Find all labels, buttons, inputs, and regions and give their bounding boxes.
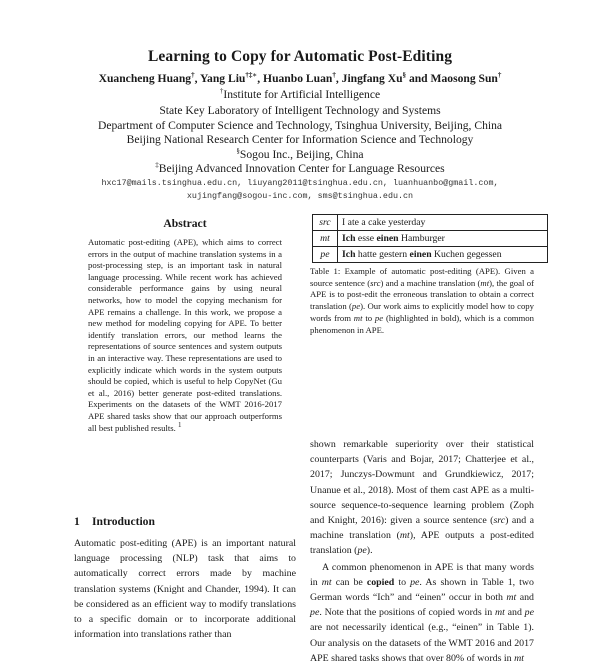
- row-text-plain: hatte gestern: [355, 249, 410, 260]
- math-term: mt: [399, 530, 410, 542]
- author-separator: ,: [194, 72, 198, 85]
- row-text-plain: esse: [355, 233, 377, 244]
- affiliation: [0, 104, 600, 117]
- caption-text: ) and a machine translation (: [380, 277, 481, 288]
- row-text: [338, 247, 548, 263]
- affiliation-text: Institute for Artificial Intelligence: [223, 88, 381, 101]
- paragraph-text: ).: [366, 545, 373, 557]
- author-name: Xuancheng Huang: [98, 72, 192, 85]
- section-heading: [74, 515, 155, 528]
- row-text-plain: I ate a cake yesterday: [342, 217, 426, 228]
- affiliation-text: Department of Computer Science and Technology, Tsinghua University, Beijing, China: [97, 119, 503, 132]
- paragraph-text: ), APE outputs a post-edited translation (: [310, 530, 534, 557]
- paragraph-text: ) and a machine translation (: [310, 515, 534, 542]
- abstract-body: [88, 237, 282, 434]
- affiliation-text: Beijing National Research Center for Information Science and Technology: [126, 133, 474, 146]
- affiliation: [0, 88, 600, 101]
- emphasized-word: copied: [366, 576, 395, 588]
- paragraph-text: . Note that the positions of copied words in: [319, 607, 495, 619]
- author-name: Huanbo Luan: [263, 72, 333, 85]
- paragraph-text: are not necessarily identical (e.g., “einen” in Table 1). Our analysis on the datasets of the WMT 2016 and 2017 APE shared tasks shows that over 80% of words in: [310, 622, 534, 664]
- math-term: mt: [480, 277, 490, 288]
- math-term: mt: [506, 592, 517, 604]
- table-caption: [310, 266, 534, 336]
- author-mark: †: [497, 71, 502, 80]
- paragraph-text: shown remarkable superiority over their statistical counterparts (Varis and Bojar, 2017; Chatterjee et al., 2017; Junczys-Dowmunt and Grundkiewicz, 2017; Unanue et al., 2018). Most of them cast APE as a multi-source sequence-to-sequence learning problem (Zoph and Knight, 2016): given a source sentence (: [310, 439, 534, 527]
- paragraph-text: and: [516, 592, 534, 604]
- introduction-body: Automatic post-editing (APE) is an important natural language processing (NLP) task that aims to automatically correct errors made by machine translation systems (Knight and Chander, 1994). It can be considered as an efficient way to modify translations to a specific domain or to incorporate additional information into translations rather than: [74, 538, 296, 641]
- paper-title: Learning to Copy for Automatic Post-Editing: [147, 48, 453, 65]
- caption-text: ), the goal of APE is to post-edit the erroneous translation to obtain a correct translation (: [310, 277, 534, 312]
- math-term: pe: [357, 545, 367, 557]
- caption-text: ). Our work aims to explicitly model how to copy words from: [310, 301, 534, 323]
- math-term: mt: [321, 576, 332, 588]
- copied-word: einen: [409, 249, 432, 260]
- copied-word: Ich: [342, 233, 356, 244]
- row-text-plain: Hamburger: [398, 233, 445, 244]
- affiliation: [0, 119, 600, 132]
- paragraph-text: can be: [331, 576, 367, 588]
- affiliation-mark: §: [236, 147, 240, 156]
- paragraph: [310, 560, 534, 666]
- math-term: src: [493, 515, 506, 527]
- author-name: Maosong Sun: [430, 72, 498, 85]
- caption-text: (highlighted in bold), which is a common phenomenon in APE.: [310, 312, 534, 335]
- math-term: pe: [374, 312, 384, 323]
- author-mark: §: [402, 71, 407, 80]
- affiliation: [0, 162, 600, 175]
- row-text-plain: Kuchen gegessen: [431, 249, 502, 260]
- row-label: pe: [313, 247, 338, 263]
- author-mark: †: [191, 71, 195, 80]
- row-text: [338, 215, 548, 231]
- section-number: 1: [74, 515, 80, 528]
- affiliation-text: Sogou Inc., Beijing, China: [239, 148, 364, 161]
- affiliation-mark: †: [219, 87, 224, 96]
- table-row: [313, 215, 548, 231]
- affiliation-text: Beijing Advanced Innovation Center for Language Resources: [158, 162, 445, 175]
- affiliation: [0, 148, 600, 161]
- email-list-line: xujingfang@sogou-inc.com, sms@tsinghua.edu.cn: [186, 191, 414, 201]
- table-row: [313, 247, 548, 263]
- caption-text: to: [362, 312, 375, 323]
- math-term: pe: [351, 301, 361, 312]
- author-separator: ,: [335, 72, 339, 85]
- math-term: mt: [353, 312, 363, 323]
- right-column-body: [310, 437, 534, 666]
- author-name: Yang Liu: [199, 72, 246, 85]
- row-label: mt: [313, 231, 338, 247]
- abstract-heading: Abstract: [163, 217, 207, 230]
- author-name: Jingfang Xu: [341, 72, 403, 85]
- copied-word: einen: [376, 233, 399, 244]
- paragraph: [310, 437, 534, 559]
- author-list: [0, 72, 600, 85]
- author-and: and: [408, 72, 428, 85]
- affiliation: [0, 133, 600, 146]
- math-term: src: [370, 277, 381, 288]
- paragraph-text: and: [504, 607, 525, 619]
- example-table: [312, 214, 548, 263]
- author-separator: ,: [257, 72, 261, 85]
- author-mark: †: [332, 71, 336, 80]
- paragraph-text: A common phenomenon in APE is that many words in: [310, 561, 534, 588]
- affiliation-text: State Key Laboratory of Intelligent Technology and Systems: [159, 104, 441, 117]
- math-term: pe: [410, 576, 420, 588]
- math-term: pe: [524, 607, 534, 619]
- math-term: mt: [514, 652, 524, 664]
- author-mark: †‡∗: [245, 71, 258, 80]
- copied-word: Ich: [342, 249, 356, 260]
- paragraph-text: . As shown in Table 1, two German words “Ich” and “einen” occur in both: [310, 576, 534, 604]
- paragraph-text: to: [394, 576, 411, 588]
- row-label: src: [313, 215, 338, 231]
- row-text: [338, 231, 548, 247]
- footnote-mark: 1: [178, 420, 182, 429]
- affiliation-mark: ‡: [155, 161, 159, 170]
- section-title: Introduction: [92, 515, 155, 528]
- table-row: [313, 231, 548, 247]
- math-term: pe: [310, 607, 320, 619]
- abstract-text: Automatic post-editing (APE), which aims to correct errors in the output of machine translation systems in a post-processing step, is an important task in natural language processing. While recent work has achieved considerable performance gains by using neural networks, how to model the copying mechanism for APE remains a challenge. In this work, we propose a new method for modeling copying for APE. To better identify translation errors, our method learns the representations of source sentences and system outputs in an interactive way. These representations are used to explicitly indicate which words in the system outputs should be copied, which is useful to help CopyNet (Gu et al., 2016) better generate post-edited translations. Experiments on the datasets of the WMT 2016-2017 APE shared tasks show that our approach outperforms all best published results.: [88, 237, 282, 433]
- email-list-line: hxc17@mails.tsinghua.edu.cn, liuyang2011@tsinghua.edu.cn, luanhuanbo@gmail.com,: [101, 178, 499, 188]
- caption-text: Table 1: Example of automatic post-editing (APE). Given a source sentence (: [310, 266, 534, 288]
- math-term: mt: [494, 607, 505, 619]
